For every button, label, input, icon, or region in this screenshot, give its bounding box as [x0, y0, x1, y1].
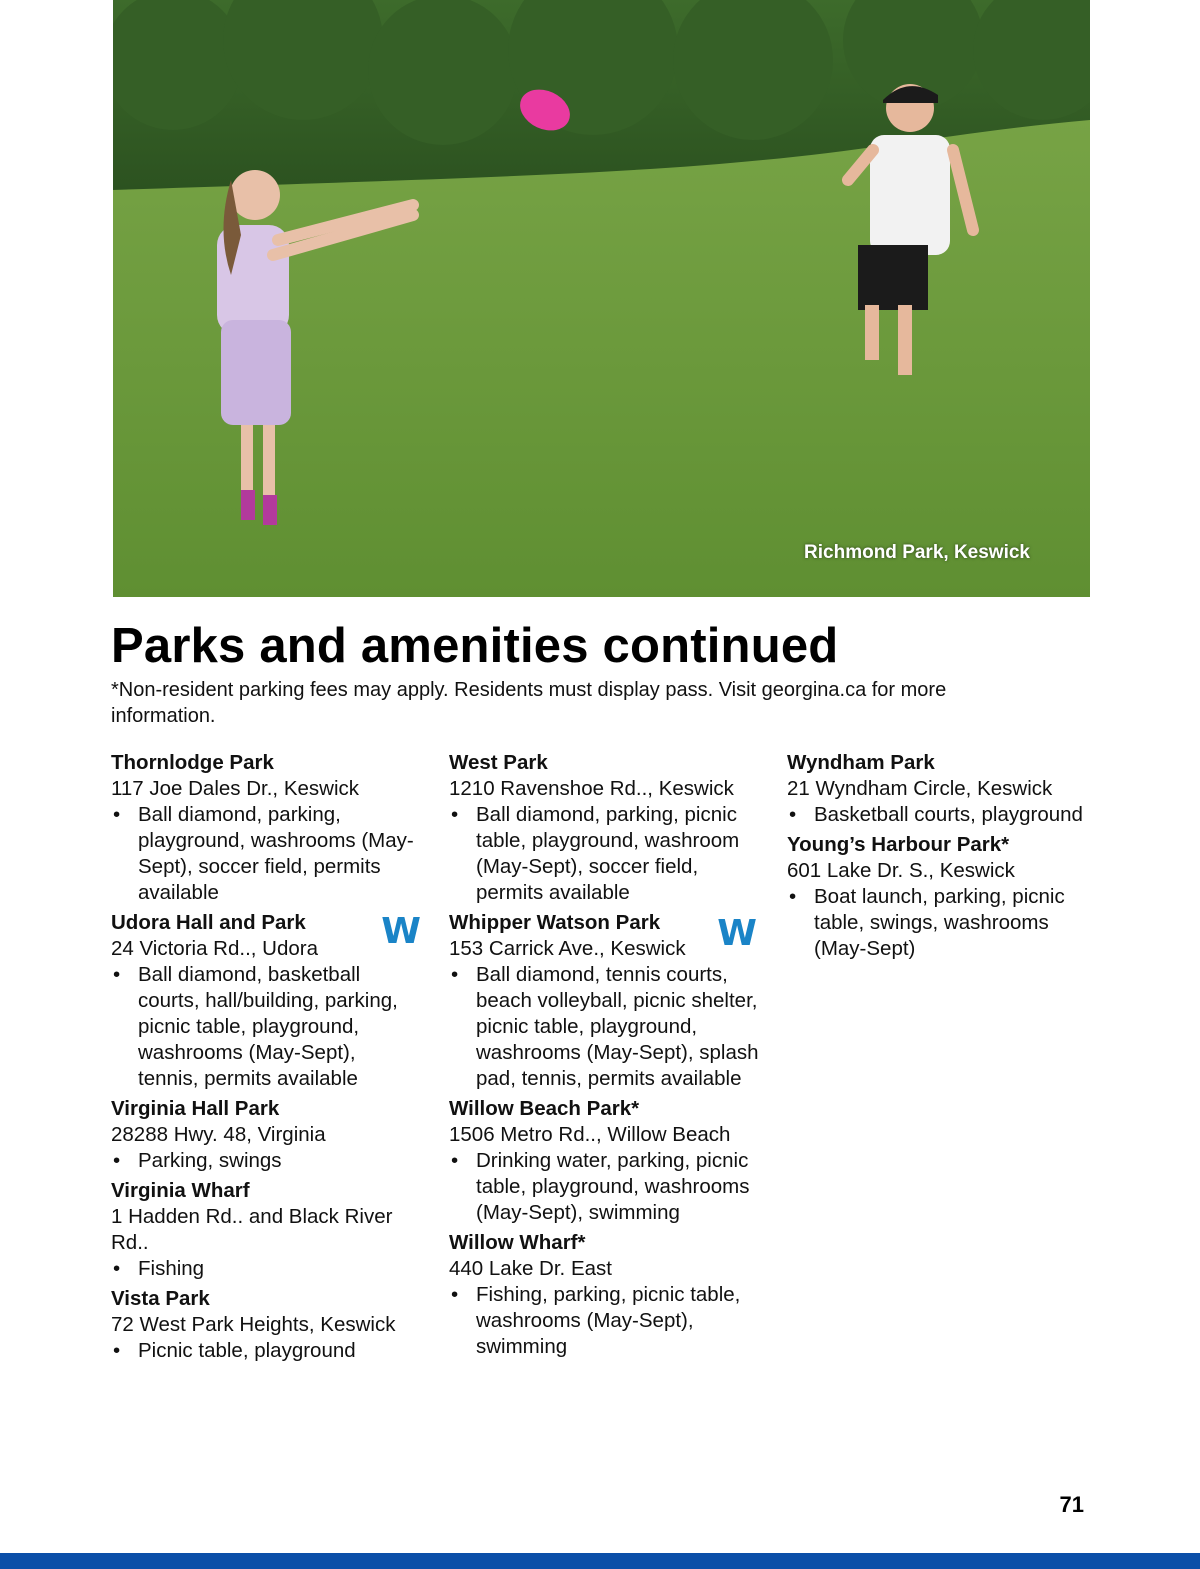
park-address: 21 Wyndham Circle, Keswick [787, 777, 1053, 800]
park-amenities: • Basketball courts, playground [787, 802, 1087, 828]
column-1 [111, 750, 421, 1368]
park-photo-illustration [113, 0, 1090, 597]
park-amenities: • Picnic table, playground [111, 1338, 421, 1364]
park-entry [787, 832, 1087, 962]
hero-photo [113, 0, 1090, 597]
bottom-bar [0, 1553, 1200, 1569]
park-address: 72 West Park Heights, Keswick [111, 1313, 396, 1336]
park-address: 601 Lake Dr. S., Keswick [787, 859, 1015, 882]
column-2 [449, 750, 759, 1364]
washroom-w-icon: W [381, 911, 421, 952]
park-address: 117 Joe Dales Dr., Keswick [111, 777, 360, 800]
park-name: Willow Wharf* [449, 1231, 586, 1254]
park-entry [111, 1096, 421, 1174]
park-address: 28288 Hwy. 48, Virginia [111, 1123, 326, 1146]
park-entry [449, 1096, 759, 1226]
page-title: Parks and amenities continued [111, 619, 839, 673]
park-entry [111, 750, 421, 906]
park-amenities: • Ball diamond, parking, picnic table, playground, washroom (May-Sept), soccer field, permits available [449, 802, 759, 906]
park-name: Vista Park [111, 1287, 210, 1310]
park-name: Whipper Watson Park [449, 911, 661, 934]
photo-caption: Richmond Park, Keswick [804, 542, 1030, 563]
park-amenities: • Drinking water, parking, picnic table, playground, washrooms (May-Sept), swimming [449, 1148, 759, 1226]
park-address: 1210 Ravenshoe Rd.., Keswick [449, 777, 734, 800]
column-3 [787, 750, 1087, 966]
park-name: West Park [449, 751, 548, 774]
park-entry [111, 910, 421, 1092]
park-amenities: • Ball diamond, basketball courts, hall/building, parking, picnic table, playground, washrooms (May-Sept), tennis, permits available [111, 962, 421, 1092]
park-entry [449, 750, 759, 906]
park-entry [449, 910, 759, 1092]
park-amenities: • Ball diamond, tennis courts, beach volleyball, picnic shelter, picnic table, playground, washrooms (May-Sept), splash pad, tennis, permits available [449, 962, 759, 1092]
park-entry [111, 1178, 421, 1282]
park-amenities: • Boat launch, parking, picnic table, swings, washrooms (May-Sept) [787, 884, 1087, 962]
park-amenities: • Parking, swings [111, 1148, 421, 1174]
intro-note: *Non-resident parking fees may apply. Residents must display pass. Visit georgina.ca for more information. [111, 679, 947, 727]
park-entry [111, 1286, 421, 1364]
park-name: Young’s Harbour Park* [787, 833, 1010, 856]
park-name: Willow Beach Park* [449, 1097, 640, 1120]
park-amenities: • Ball diamond, parking, playground, washrooms (May-Sept), soccer field, permits available [111, 802, 421, 906]
park-name: Virginia Wharf [111, 1179, 250, 1202]
park-name: Thornlodge Park [111, 751, 274, 774]
page-number: 71 [1059, 1492, 1084, 1517]
washroom-w-icon: W [717, 913, 757, 954]
park-name: Wyndham Park [787, 751, 935, 774]
park-address: 24 Victoria Rd.., Udora [111, 937, 319, 960]
park-address: 440 Lake Dr. East [449, 1257, 612, 1280]
park-amenities: • Fishing, parking, picnic table, washrooms (May-Sept), swimming [449, 1282, 759, 1360]
park-name: Virginia Hall Park [111, 1097, 280, 1120]
park-entry [787, 750, 1087, 828]
park-amenities: • Fishing [111, 1256, 421, 1282]
park-address: 1 Hadden Rd.. and Black River Rd.. [111, 1205, 393, 1254]
park-address: 1506 Metro Rd.., Willow Beach [449, 1123, 731, 1146]
park-address: 153 Carrick Ave., Keswick [449, 937, 686, 960]
park-entry [449, 1230, 759, 1360]
park-name: Udora Hall and Park [111, 911, 306, 934]
